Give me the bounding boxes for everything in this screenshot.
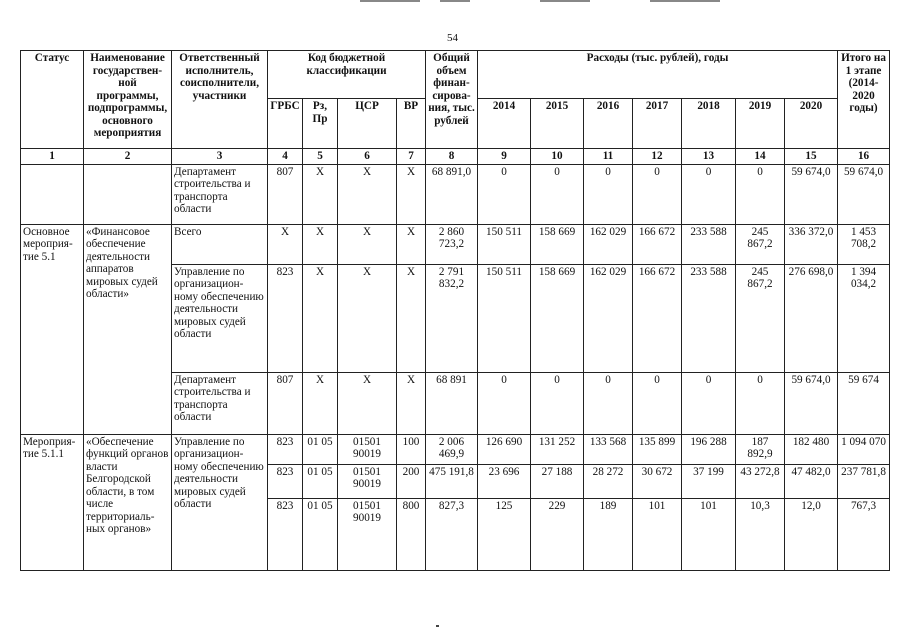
stage-total-cell: 767,3 xyxy=(838,498,890,570)
column-number: 1 xyxy=(21,149,84,165)
year-cell: 131 252 xyxy=(531,434,584,464)
total-cell: 475 191,8 xyxy=(426,464,478,498)
vr-cell: X xyxy=(397,224,426,264)
total-cell: 68 891 xyxy=(426,372,478,434)
stage-total-cell: 237 781,8 xyxy=(838,464,890,498)
header-grbs: ГРБС xyxy=(268,99,303,149)
stage-total-cell: 59 674,0 xyxy=(838,164,890,224)
column-number: 7 xyxy=(397,149,426,165)
year-cell: 162 029 xyxy=(584,224,633,264)
year-cell: 0 xyxy=(478,372,531,434)
year-cell: 0 xyxy=(531,164,584,224)
rz-cell: X xyxy=(303,164,338,224)
scan-top-marks xyxy=(0,0,905,6)
year-cell: 229 xyxy=(531,498,584,570)
csr-cell: X xyxy=(338,224,397,264)
stage-total-cell: 1 394 034,2 xyxy=(838,264,890,372)
year-cell: 0 xyxy=(736,164,785,224)
vr-cell: X xyxy=(397,264,426,372)
year-cell: 0 xyxy=(736,372,785,434)
grbs-cell: 807 xyxy=(268,164,303,224)
grbs-cell: 823 xyxy=(268,264,303,372)
total-cell: 2 860 723,2 xyxy=(426,224,478,264)
header-year: 2014 xyxy=(478,99,531,149)
year-cell: 158 669 xyxy=(531,264,584,372)
year-cell: 43 272,8 xyxy=(736,464,785,498)
year-cell: 233 588 xyxy=(682,264,736,372)
status-cell: Мероприя-тие 5.1.1 xyxy=(21,434,84,570)
year-cell: 30 672 xyxy=(633,464,682,498)
header-year: 2019 xyxy=(736,99,785,149)
grbs-cell: 807 xyxy=(268,372,303,434)
year-cell: 27 188 xyxy=(531,464,584,498)
header-year: 2018 xyxy=(682,99,736,149)
column-number: 9 xyxy=(478,149,531,165)
status-cell xyxy=(21,164,84,224)
year-cell: 37 199 xyxy=(682,464,736,498)
total-cell: 2 791 832,2 xyxy=(426,264,478,372)
header-vr: ВР xyxy=(397,99,426,149)
year-cell: 245 867,2 xyxy=(736,264,785,372)
year-cell: 336 372,0 xyxy=(785,224,838,264)
header-status: Статус xyxy=(21,51,84,149)
csr-cell: X xyxy=(338,164,397,224)
year-cell: 276 698,0 xyxy=(785,264,838,372)
grbs-cell: X xyxy=(268,224,303,264)
table-row xyxy=(21,434,890,464)
year-cell: 59 674,0 xyxy=(785,164,838,224)
year-cell: 0 xyxy=(633,372,682,434)
column-number: 8 xyxy=(426,149,478,165)
budget-table xyxy=(20,50,890,571)
name-cell: «Финансовое обеспечение деятельности аппаратов мировых судей области» xyxy=(84,224,172,434)
csr-cell: 01501 90019 xyxy=(338,434,397,464)
column-number: 3 xyxy=(172,149,268,165)
year-cell: 166 672 xyxy=(633,264,682,372)
grbs-cell: 823 xyxy=(268,498,303,570)
header-year: 2020 xyxy=(785,99,838,149)
vr-cell: 100 xyxy=(397,434,426,464)
header-name: Наименование государствен-ной программы, подпрограммы, основного мероприятия xyxy=(84,51,172,149)
year-cell: 0 xyxy=(584,164,633,224)
year-cell: 47 482,0 xyxy=(785,464,838,498)
year-cell: 196 288 xyxy=(682,434,736,464)
vr-cell: X xyxy=(397,372,426,434)
executor-cell: Департамент строительства и транспорта области xyxy=(172,372,268,434)
header-csr: ЦСР xyxy=(338,99,397,149)
year-cell: 245 867,2 xyxy=(736,224,785,264)
vr-cell: 800 xyxy=(397,498,426,570)
year-cell: 59 674,0 xyxy=(785,372,838,434)
grbs-cell: 823 xyxy=(268,434,303,464)
header-stage-total: Итого на 1 этапе (2014-2020 годы) xyxy=(838,51,890,149)
table-row xyxy=(21,224,890,264)
header-total: Общий объем финан-сирова-ния, тыс. рублей xyxy=(426,51,478,149)
stage-total-cell: 1 453 708,2 xyxy=(838,224,890,264)
column-number: 11 xyxy=(584,149,633,165)
vr-cell: X xyxy=(397,164,426,224)
column-number: 5 xyxy=(303,149,338,165)
executor-cell: Всего xyxy=(172,224,268,264)
year-cell: 150 511 xyxy=(478,264,531,372)
stage-total-cell: 1 094 070 xyxy=(838,434,890,464)
column-number: 4 xyxy=(268,149,303,165)
total-cell: 827,3 xyxy=(426,498,478,570)
scan-dot xyxy=(436,625,439,627)
total-cell: 68 891,0 xyxy=(426,164,478,224)
csr-cell: X xyxy=(338,264,397,372)
column-number: 15 xyxy=(785,149,838,165)
year-cell: 166 672 xyxy=(633,224,682,264)
year-cell: 158 669 xyxy=(531,224,584,264)
csr-cell: X xyxy=(338,372,397,434)
year-cell: 150 511 xyxy=(478,224,531,264)
year-cell: 0 xyxy=(682,372,736,434)
header-budget-code: Код бюджетной классификации xyxy=(268,51,426,99)
stage-total-cell: 59 674 xyxy=(838,372,890,434)
column-number: 6 xyxy=(338,149,397,165)
year-cell: 187 892,9 xyxy=(736,434,785,464)
year-cell: 0 xyxy=(478,164,531,224)
grbs-cell: 823 xyxy=(268,464,303,498)
year-cell: 0 xyxy=(531,372,584,434)
column-number-row xyxy=(21,149,890,165)
rz-cell: X xyxy=(303,224,338,264)
column-number: 13 xyxy=(682,149,736,165)
name-cell xyxy=(84,164,172,224)
year-cell: 0 xyxy=(633,164,682,224)
column-number: 10 xyxy=(531,149,584,165)
column-number: 12 xyxy=(633,149,682,165)
csr-cell: 01501 90019 xyxy=(338,498,397,570)
year-cell: 23 696 xyxy=(478,464,531,498)
executor-cell: Управление по организацион-ному обеспечению деятельности мировых судей области xyxy=(172,264,268,372)
year-cell: 101 xyxy=(633,498,682,570)
year-cell: 101 xyxy=(682,498,736,570)
year-cell: 10,3 xyxy=(736,498,785,570)
header-expenses: Расходы (тыс. рублей), годы xyxy=(478,51,838,99)
year-cell: 125 xyxy=(478,498,531,570)
year-cell: 12,0 xyxy=(785,498,838,570)
rz-cell: X xyxy=(303,372,338,434)
rz-cell: 01 05 xyxy=(303,464,338,498)
executor-cell: Управление по организацион-ному обеспечению деятельности мировых судей области xyxy=(172,434,268,570)
csr-cell: 01501 90019 xyxy=(338,464,397,498)
header-rz: Рз, Пр xyxy=(303,99,338,149)
year-cell: 0 xyxy=(682,164,736,224)
year-cell: 133 568 xyxy=(584,434,633,464)
year-cell: 189 xyxy=(584,498,633,570)
table-row xyxy=(21,164,890,224)
column-number: 14 xyxy=(736,149,785,165)
rz-cell: X xyxy=(303,264,338,372)
year-cell: 28 272 xyxy=(584,464,633,498)
page-number: 54 xyxy=(447,32,458,44)
vr-cell: 200 xyxy=(397,464,426,498)
header-year: 2015 xyxy=(531,99,584,149)
rz-cell: 01 05 xyxy=(303,434,338,464)
name-cell: «Обеспечение функций органов власти Белгородской области, в том числе территориаль-ных органов» xyxy=(84,434,172,570)
total-cell: 2 006 469,9 xyxy=(426,434,478,464)
year-cell: 135 899 xyxy=(633,434,682,464)
executor-cell: Департамент строительства и транспорта области xyxy=(172,164,268,224)
header-executor: Ответственный исполнитель, соисполнители, участники xyxy=(172,51,268,149)
year-cell: 126 690 xyxy=(478,434,531,464)
year-cell: 162 029 xyxy=(584,264,633,372)
column-number: 2 xyxy=(84,149,172,165)
year-cell: 0 xyxy=(584,372,633,434)
header-year: 2017 xyxy=(633,99,682,149)
year-cell: 182 480 xyxy=(785,434,838,464)
header-row-1 xyxy=(21,51,890,99)
column-number: 16 xyxy=(838,149,890,165)
header-year: 2016 xyxy=(584,99,633,149)
year-cell: 233 588 xyxy=(682,224,736,264)
rz-cell: 01 05 xyxy=(303,498,338,570)
status-cell: Основное мероприя-тие 5.1 xyxy=(21,224,84,434)
